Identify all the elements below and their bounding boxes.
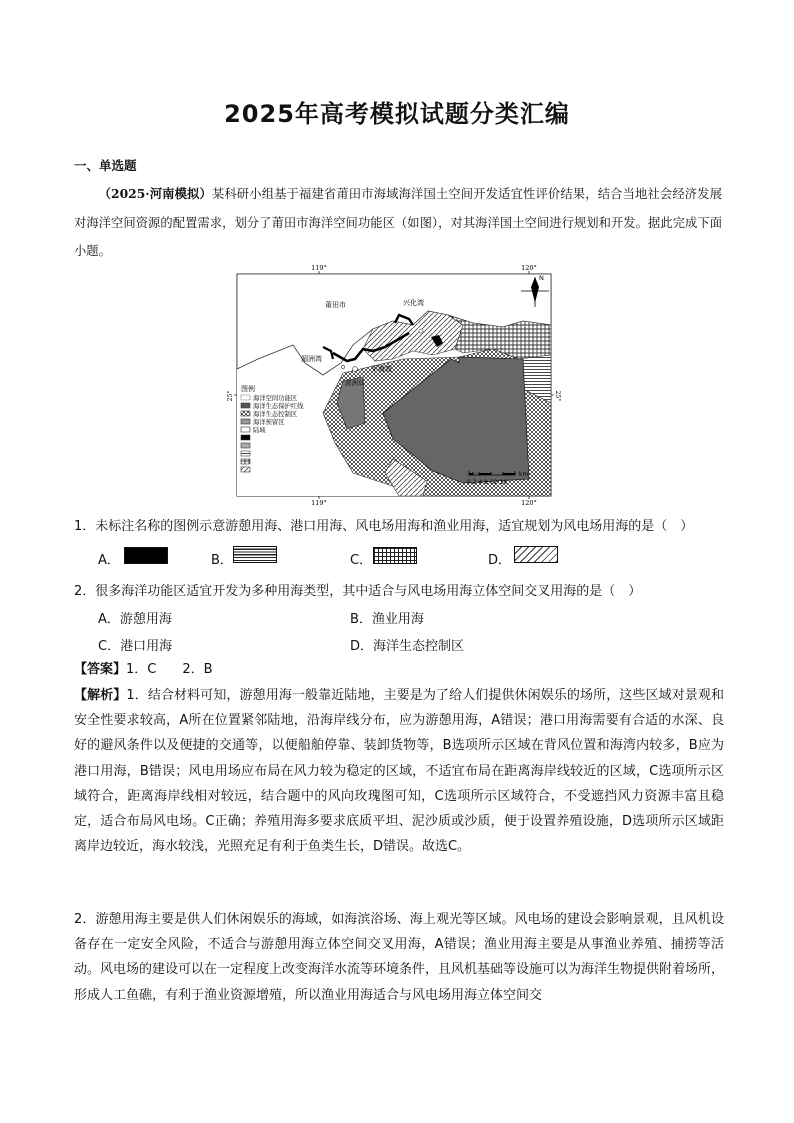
putian-ocean-map bbox=[223, 263, 565, 507]
lon-label-bottom-right: 120° bbox=[521, 499, 537, 507]
lat-label-right: 25° bbox=[554, 390, 561, 402]
legend-item-4: 陆域 bbox=[253, 427, 266, 434]
question-1-stem: 1．未标注名称的图例示意游憩用海、港口用海、风电场用海和渔业用海，适宜规划为风电场用海的是（ ） bbox=[74, 519, 694, 534]
q1-option-c-swatch[interactable] bbox=[373, 547, 417, 564]
place-label-meizhou-bay: 湄洲湾 bbox=[301, 355, 322, 363]
q1-option-a-swatch[interactable] bbox=[124, 547, 168, 564]
q1-option-d-swatch[interactable] bbox=[514, 546, 558, 563]
analysis-p1-text: 1．结合材料可知，游憩用海一般靠近陆地，主要是为了给人们提供休闲娱乐的场所，这些区域对景观和安全性要求较高，A所在位置紧邻陆地，沿海岸线分布，应为游憩用海，A错误；港口用海需要有合适的水深、良好的避风条件以及便捷的交通等，以便船舶停靠、装卸货物等，B选项所示区域在背风位置和海湾内较多，B应为港口用海，B错误；风电用场应布局在风力较为稳定的区域，不适宜布局在距离海岸线较近的区域，C选项所示区域符合，距离海岸线相对较远，结合题中的风向玫瑰图可知，C选项所示区域符合，不受遮挡风力资源丰富且稳定，适合布局风电场。C正确；养殖用海多要求底质平坦、泥沙质或沙质，便于设置养殖设施，D选项所示区域距离岸边较近，海水较浅，光照充足有利于鱼类生长，D错误。故选C。 bbox=[74, 688, 724, 855]
legend-item-0: 海洋空间功能区 bbox=[253, 395, 298, 402]
legend-title: 图例 bbox=[241, 385, 255, 393]
q2-option-a[interactable]: A．游憩用海 bbox=[98, 612, 172, 627]
legend-item-2: 海洋生态控制区 bbox=[253, 411, 298, 418]
analysis-label: 【解析】 bbox=[74, 688, 127, 703]
q1-option-b-label[interactable]: B． bbox=[211, 553, 233, 568]
lon-label-top-right: 120° bbox=[521, 264, 537, 272]
answer-label: 【答案】 bbox=[74, 662, 127, 677]
lon-label-top-left: 119° bbox=[311, 264, 327, 272]
place-label-meizhou-island: 湄洲岛 bbox=[345, 379, 365, 387]
place-label-pinghai: 平海湾 bbox=[371, 365, 392, 373]
lon-label-bottom-left: 119° bbox=[311, 499, 327, 507]
q2-option-b[interactable]: B．渔业用海 bbox=[350, 612, 424, 627]
q2-option-c[interactable]: C．港口用海 bbox=[98, 639, 173, 654]
legend-item-1: 海洋生态保护红线 bbox=[253, 403, 304, 410]
answer-line bbox=[74, 657, 724, 682]
place-label-xinghua: 兴化湾 bbox=[403, 299, 424, 307]
q1-option-d-label[interactable]: D． bbox=[488, 553, 512, 568]
answer-text: 1．C 2．B bbox=[126, 662, 213, 677]
q2-option-d[interactable]: D．海洋生态控制区 bbox=[350, 639, 465, 654]
analysis-paragraph-1 bbox=[74, 683, 724, 859]
legend-item-3: 海洋预留区 bbox=[253, 419, 285, 426]
page-title: 2025年高考模拟试题分类汇编 bbox=[224, 100, 570, 128]
q1-option-a-label[interactable]: A． bbox=[98, 553, 120, 568]
scale-numbers: 0 2 4 8 12 16 bbox=[467, 479, 508, 486]
question-2-stem: 2．很多海洋功能区适宜开发为多种用海类型，其中适合与风电场用海立体空间交叉用海的是（ ） bbox=[74, 584, 642, 599]
scale-unit: km bbox=[519, 471, 529, 478]
analysis-paragraph-2: 2．游憩用海主要是供人们休闲娱乐的海域，如海滨浴场、海上观光等区域。风电场的建设会影响景观，且风机设备存在一定安全风险，不适合与游憩用海立体空间交叉用海，A错误；渔业用海主要是从事渔业养殖、捕捞等活动。风电场的建设可以在一定程度上改变海洋水流等环境条件，且风机基础等设施可以为海洋生物提供附着场所，形成人工鱼礁，有利于渔业资源增殖，所以渔业用海适合与风电场用海立体空间交 bbox=[74, 912, 725, 1003]
place-label-putian: 莆田市 bbox=[325, 301, 346, 309]
north-label: N bbox=[539, 274, 544, 282]
question-intro bbox=[74, 180, 722, 266]
lat-label-left: 25° bbox=[227, 390, 234, 402]
section-heading: 一、单选题 bbox=[74, 158, 137, 173]
intro-text: 某科研小组基于福建省莆田市海域海洋国土空间开发适宜性评价结果，结合当地社会经济发展对海洋空间资源的配置需求，划分了莆田市海洋空间功能区（如图），对其海洋国土空间进行规划和开发。据此完成下面小题。 bbox=[74, 187, 722, 258]
question-source: （2025·河南模拟） bbox=[98, 186, 212, 201]
q1-option-c-label[interactable]: C． bbox=[350, 553, 373, 568]
q1-option-b-swatch[interactable] bbox=[233, 546, 277, 563]
